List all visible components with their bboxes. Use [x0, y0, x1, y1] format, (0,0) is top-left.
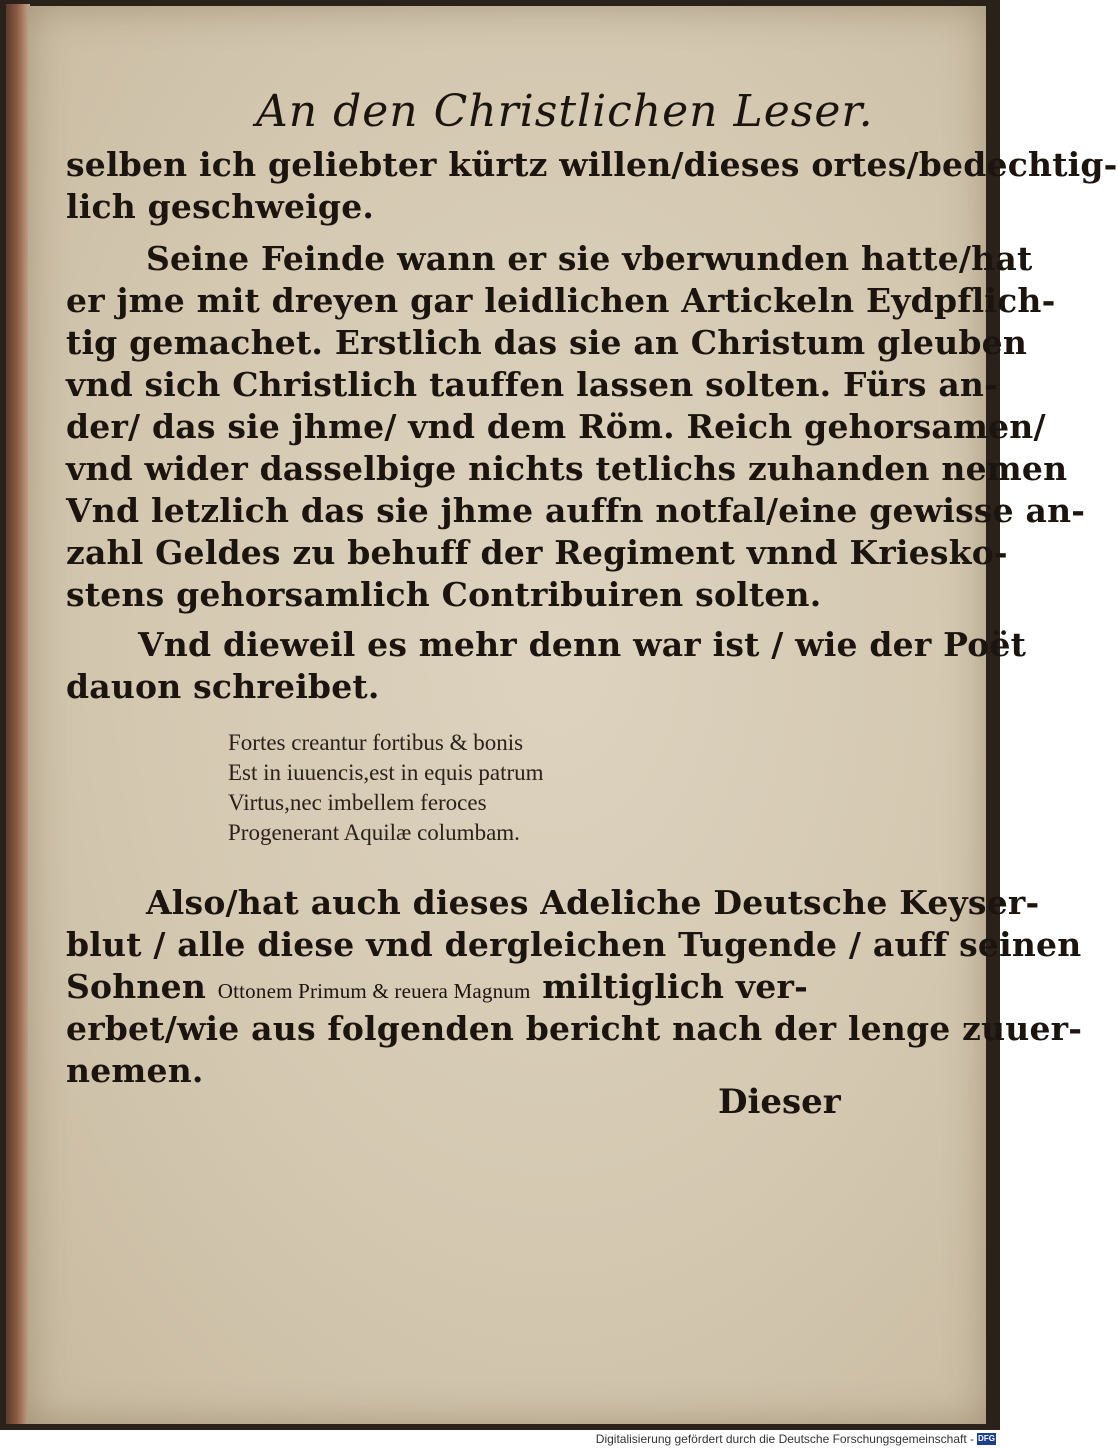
text-line: erbet/wie aus folgenden bericht nach der lenge zuuer- — [66, 1009, 1083, 1048]
text-line: Vnd letzlich das sie jhme auffn notfal/eine gewisse an- — [66, 491, 1086, 530]
latin-inline-name: Ottonem Primum & reuera Magnum — [217, 979, 531, 1003]
poem-line: Est in iuuencis,est in equis patrum — [228, 760, 544, 785]
catchword: Dieser — [718, 1082, 841, 1122]
text-line: vnd sich Christlich tauffen lassen solten. Fürs an- — [66, 365, 999, 404]
text-line: Seine Feinde wann er sie vberwunden hatte/hat — [146, 239, 1033, 278]
text-line: tig gemachet. Erstlich das sie an Christum gleuben — [66, 323, 1028, 362]
text-line: Also/hat auch dieses Adeliche Deutsche Keyser- — [146, 883, 1040, 922]
text-line: nemen. — [66, 1051, 204, 1090]
text-fragment: miltiglich ver- — [542, 967, 808, 1006]
text-line: stens gehorsamlich Contribuiren solten. — [66, 575, 822, 614]
footer-bar — [0, 1430, 1000, 1449]
poem-line: Progenerant Aquilæ columbam. — [228, 820, 520, 845]
text-fragment: Sohnen — [66, 967, 207, 1006]
text-line: Vnd dieweil es mehr denn war ist / wie der Poët — [138, 625, 1027, 664]
text-line: zahl Geldes zu behuff der Regiment vnnd Kriesko- — [66, 533, 1008, 572]
book-page — [28, 6, 1118, 1424]
page-heading: An den Christlichen Leser. — [256, 86, 874, 137]
text-line: er jme mit dreyen gar leidlichen Artickeln Eydpflich- — [66, 281, 1056, 320]
text-line: lich geschweige. — [66, 187, 375, 226]
dfg-logo-icon: DFG — [978, 1434, 995, 1443]
text-line: vnd wider dasselbige nichts tetlichs zuhanden nemen — [66, 449, 1068, 488]
text-line: selben ich geliebter kürtz willen/dieses ortes/bedechtig- — [66, 145, 1118, 184]
text-line-mixed — [66, 966, 808, 1012]
page-binding-edge — [6, 4, 30, 1424]
funding-notice: Digitalisierung gefördert durch die Deutsche Forschungsgemeinschaft - — [595, 1432, 974, 1446]
poem-line: Virtus,nec imbellem feroces — [228, 790, 487, 815]
text-line: der/ das sie jhme/ vnd dem Röm. Reich gehorsamen/ — [66, 407, 1046, 446]
poem-line: Fortes creantur fortibus & bonis — [228, 730, 524, 755]
text-line: blut / alle diese vnd dergleichen Tugende / auff seinen — [66, 925, 1082, 964]
text-line: dauon schreibet. — [66, 667, 380, 706]
